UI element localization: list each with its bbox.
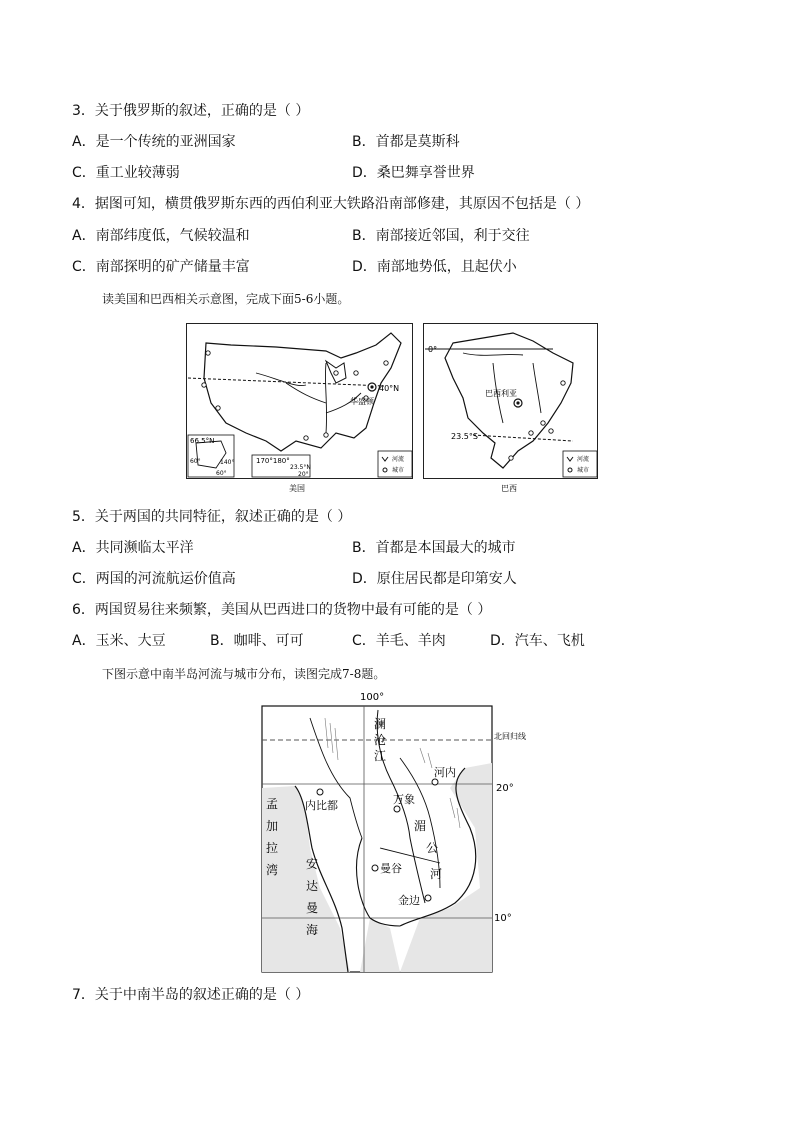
usa-inset-lon2: 140° (220, 459, 235, 466)
q6-option-d: D．汽车、飞机 (490, 633, 585, 649)
usa-legend-river: 河流 (392, 456, 405, 463)
map-andaman-3: 曼 (306, 901, 319, 915)
q6-stem: 6．两国贸易往来频繁，美国从巴西进口的货物中最有可能的是（ ） (72, 602, 492, 618)
q5-option-c: C．两国的河流航运价值高 (72, 571, 236, 587)
q5-option-b: B．首都是本国最大的城市 (352, 540, 516, 556)
map-lat-10: 10° (494, 913, 512, 924)
q7-stem: 7．关于中南半岛的叙述正确的是（ ） (72, 987, 310, 1003)
intro-5-6: 读美国和巴西相关示意图，完成下面5-6小题。 (102, 292, 350, 306)
map-andaman-2: 达 (306, 879, 319, 893)
brazil-capital-label: 巴西利亚 (485, 389, 517, 398)
map-andaman-4: 海 (306, 923, 319, 937)
map-lancang-3: 江 (374, 749, 387, 763)
q5-stem: 5．关于两国的共同特征，叙述正确的是（ ） (72, 509, 352, 525)
brazil-legend-river: 河流 (577, 456, 590, 463)
map-phnompenh: 金边 (398, 894, 420, 907)
q5-option-a: A．共同濒临太平洋 (72, 540, 194, 556)
q4-option-b: B．南部接近邻国，利于交往 (352, 228, 530, 244)
q3-option-d: D．桑巴舞享誉世界 (352, 165, 475, 181)
map-lancang-1: 澜 (374, 717, 387, 731)
q4-option-c: C．南部探明的矿产储量丰富 (72, 259, 250, 275)
q5-option-d: D．原住居民都是印第安人 (352, 571, 517, 587)
brazil-tropic: 23.5°S (451, 432, 478, 441)
usa-inset-lat: 66.5°N (190, 437, 215, 445)
brazil-equator: 0° (428, 345, 438, 354)
map-tropic-label: 北回归线 (494, 732, 526, 741)
map-bengal-4: 湾 (266, 863, 279, 877)
usa-caption: 美国 (289, 484, 305, 493)
q3-option-c: C．重工业较薄弱 (72, 165, 180, 181)
q4-option-a: A．南部纬度低，气候较温和 (72, 228, 250, 244)
map-lancang-2: 沧 (374, 733, 387, 747)
map-mekong-1: 湄 (414, 819, 427, 833)
q6-option-a: A．玉米、大豆 (72, 633, 166, 649)
q3-stem: 3．关于俄罗斯的叙述，正确的是（ ） (72, 103, 310, 119)
map-bengal-1: 孟 (266, 797, 279, 811)
map-lat-20: 20° (496, 783, 514, 794)
usa-hawaii-lat2: 20° (298, 471, 309, 478)
map-vientiane: 万象 (393, 793, 415, 806)
map-hanoi: 河内 (434, 766, 456, 779)
q6-option-b: B．咖啡、可可 (210, 633, 304, 649)
usa-lat-label: 40°N (379, 384, 400, 393)
brazil-caption: 巴西 (501, 484, 517, 493)
q3-option-a: A．是一个传统的亚洲国家 (72, 134, 236, 150)
intro-7-8: 下图示意中南半岛河流与城市分布，读图完成7-8题。 (102, 667, 386, 681)
map-bengal-3: 拉 (266, 841, 279, 855)
map-bengal-2: 加 (266, 819, 279, 833)
usa-hawaii-lat: 23.5°N (290, 464, 311, 471)
q6-option-c: C．羊毛、羊肉 (352, 633, 446, 649)
map-bangkok: 曼谷 (380, 862, 402, 875)
usa-map (186, 323, 414, 495)
indochina-map (250, 688, 530, 976)
map-mekong-2: 公 (426, 841, 439, 855)
map-andaman-1: 安 (306, 857, 319, 871)
map-lon-100: 100° (360, 692, 385, 703)
q4-stem: 4．据图可知，横贯俄罗斯东西的西伯利亚大铁路沿南部修建，其原因不包括是（ ） (72, 196, 590, 212)
usa-inset-lon1: 60° (190, 458, 201, 465)
q4-option-d: D．南部地势低，且起伏小 (352, 259, 517, 275)
usa-inset-lon3: 60° (216, 470, 227, 477)
brazil-legend-city: 城市 (577, 467, 590, 474)
q3-option-b: B．首都是莫斯科 (352, 134, 460, 150)
map-naypyidaw: 内比都 (305, 799, 338, 812)
usa-legend-city: 城市 (392, 467, 405, 474)
map-mekong-3: 河 (430, 867, 443, 881)
brazil-map (423, 323, 599, 495)
usa-capital-label: 华盛顿 (350, 397, 374, 406)
usa-hawaii-lon: 170°180° (256, 457, 290, 465)
